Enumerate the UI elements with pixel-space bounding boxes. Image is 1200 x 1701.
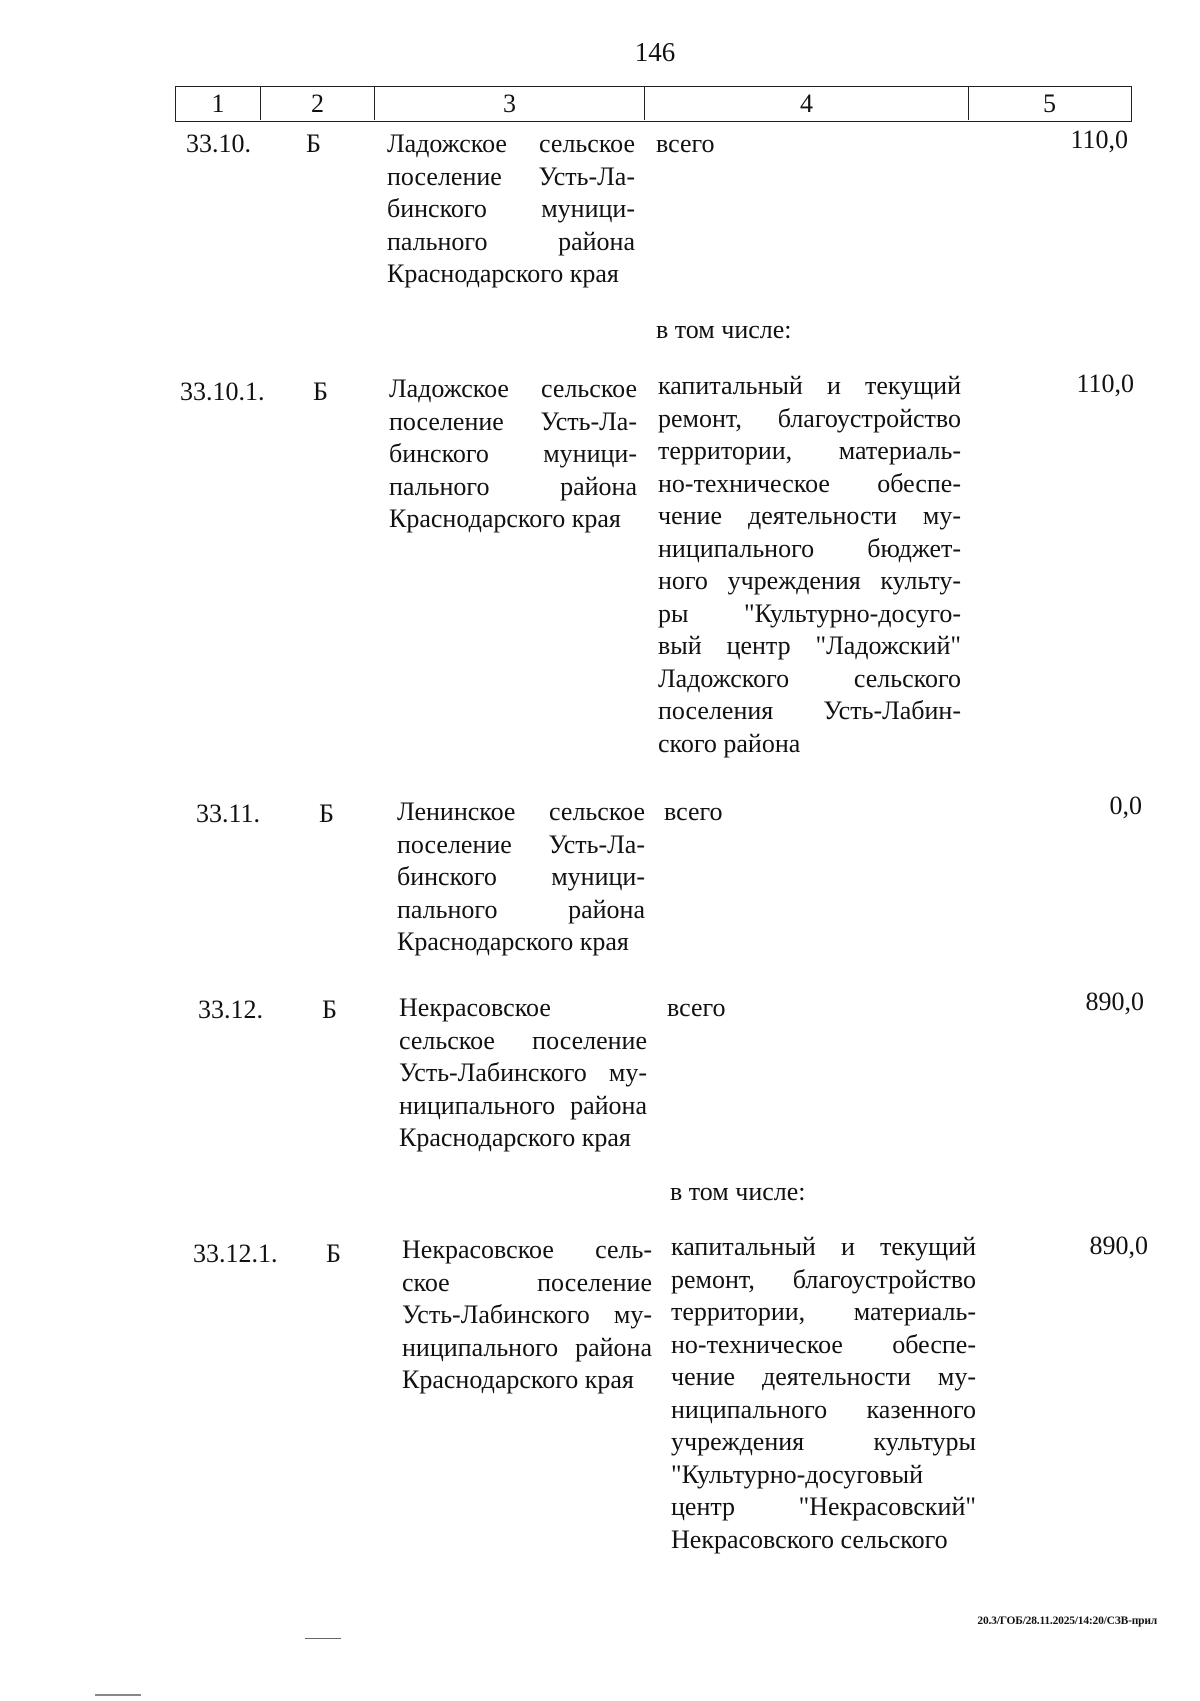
row-code: 33.11. xyxy=(196,799,261,828)
row-name xyxy=(389,373,637,536)
purpose-line: вый центр "Ладожский" xyxy=(658,631,961,660)
purpose-line: ниципального казенного xyxy=(671,1394,976,1424)
row-category: Б xyxy=(306,129,321,158)
purpose-line: чение деятельности му- xyxy=(671,1362,976,1391)
purpose-line: ниципального бюджет- xyxy=(658,533,961,563)
purpose-line: всего xyxy=(664,797,723,826)
header-col-5: 5 xyxy=(1043,89,1056,118)
row-purpose xyxy=(658,370,961,760)
name-line: ниципального района xyxy=(399,1090,647,1120)
row-purpose xyxy=(656,128,956,161)
name-line: поселение Усть-Ла- xyxy=(397,829,645,859)
row-code: 33.12.1. xyxy=(193,1239,278,1268)
name-line: Ладожское сельское xyxy=(389,374,637,403)
purpose-line: ры "Культурно-досуго- xyxy=(658,598,961,628)
name-line: пального района xyxy=(389,471,637,501)
name-line: бинского муници- xyxy=(389,439,637,468)
header-col-2: 2 xyxy=(261,87,375,120)
name-line: пального района xyxy=(387,226,635,256)
name-line: ниципального района xyxy=(402,1332,652,1362)
row-name xyxy=(397,796,645,959)
row-purpose xyxy=(664,796,964,829)
name-line: Некрасовское сель- xyxy=(402,1235,652,1264)
name-line: поселение Усть-Ла- xyxy=(387,161,635,191)
name-line: бинского муници- xyxy=(397,862,645,891)
row-category: Б xyxy=(313,377,328,406)
row-amount: 890,0 xyxy=(1085,987,1144,1016)
purpose-line: территории, материаль- xyxy=(671,1297,976,1326)
footer-document-code: 20.3/ГОБ/28.11.2025/14:20/СЗВ-прил xyxy=(977,1615,1157,1627)
header-col-3: 3 xyxy=(375,87,645,120)
purpose-line: территории, материаль- xyxy=(658,436,961,465)
purpose-line: ремонт, благоустройство xyxy=(671,1264,976,1294)
subheader-including: в том числе: xyxy=(656,315,792,344)
name-line: Усть-Лабинского му- xyxy=(399,1058,647,1087)
name-line: Краснодарского края xyxy=(402,1365,634,1394)
row-purpose xyxy=(671,1231,976,1556)
name-line: бинского муници- xyxy=(387,194,635,223)
name-line: Ленинское сельское xyxy=(397,797,645,826)
row-name xyxy=(402,1234,652,1397)
purpose-line: но-техническое обеспе- xyxy=(671,1329,976,1359)
name-line: Краснодарского края xyxy=(397,927,629,956)
row-name xyxy=(399,992,647,1155)
name-line: Краснодарского края xyxy=(389,504,621,533)
name-line: Краснодарского края xyxy=(399,1123,631,1152)
table-header-row xyxy=(175,86,1132,122)
purpose-line: ного учреждения культу- xyxy=(658,566,961,595)
scan-mark xyxy=(305,1638,341,1639)
name-line: Краснодарского края xyxy=(387,259,619,288)
purpose-line: центр "Некрасовский" xyxy=(671,1492,976,1521)
purpose-line: капитальный и текущий xyxy=(671,1232,976,1261)
name-line: поселение Усть-Ла- xyxy=(389,406,637,436)
header-col-1: 1 xyxy=(176,87,261,120)
purpose-line: ского района xyxy=(658,728,801,758)
name-line: ское поселение xyxy=(402,1267,652,1297)
row-amount: 110,0 xyxy=(1076,369,1134,398)
purpose-line: всего xyxy=(656,129,715,158)
purpose-line: чение деятельности му- xyxy=(658,501,961,530)
purpose-line: но-техническое обеспе- xyxy=(658,468,961,498)
row-code: 33.10.1. xyxy=(180,377,265,406)
purpose-line: учреждения культуры xyxy=(671,1427,976,1456)
row-name xyxy=(387,128,635,291)
name-line: Усть-Лабинского му- xyxy=(402,1300,652,1329)
page-number: 146 xyxy=(634,37,676,67)
purpose-line: Некрасовского сельского xyxy=(671,1524,948,1554)
row-amount: 110,0 xyxy=(1070,125,1128,154)
name-line: Некрасовское xyxy=(399,993,551,1022)
purpose-line: "Культурно-досуговый xyxy=(671,1459,924,1489)
header-col-4: 4 xyxy=(645,87,969,120)
purpose-line: Ладожского сельского xyxy=(658,663,961,693)
row-category: Б xyxy=(319,799,334,828)
row-category: Б xyxy=(322,995,337,1024)
row-code: 33.12. xyxy=(198,995,263,1024)
row-amount: 890,0 xyxy=(1089,1231,1148,1260)
purpose-line: всего xyxy=(667,993,726,1022)
row-amount: 0,0 xyxy=(1109,791,1142,820)
row-code: 33.10. xyxy=(186,129,251,158)
name-line: пального района xyxy=(397,894,645,924)
name-line: сельское поселение xyxy=(399,1025,647,1055)
scan-mark xyxy=(95,1694,141,1696)
row-purpose xyxy=(667,992,967,1025)
row-category: Б xyxy=(326,1239,341,1268)
subheader-including: в том числе: xyxy=(670,1177,806,1206)
purpose-line: ремонт, благоустройство xyxy=(658,403,961,433)
purpose-line: капитальный и текущий xyxy=(658,371,961,400)
name-line: Ладожское сельское xyxy=(387,129,635,158)
purpose-line: поселения Усть-Лабин- xyxy=(658,696,961,725)
